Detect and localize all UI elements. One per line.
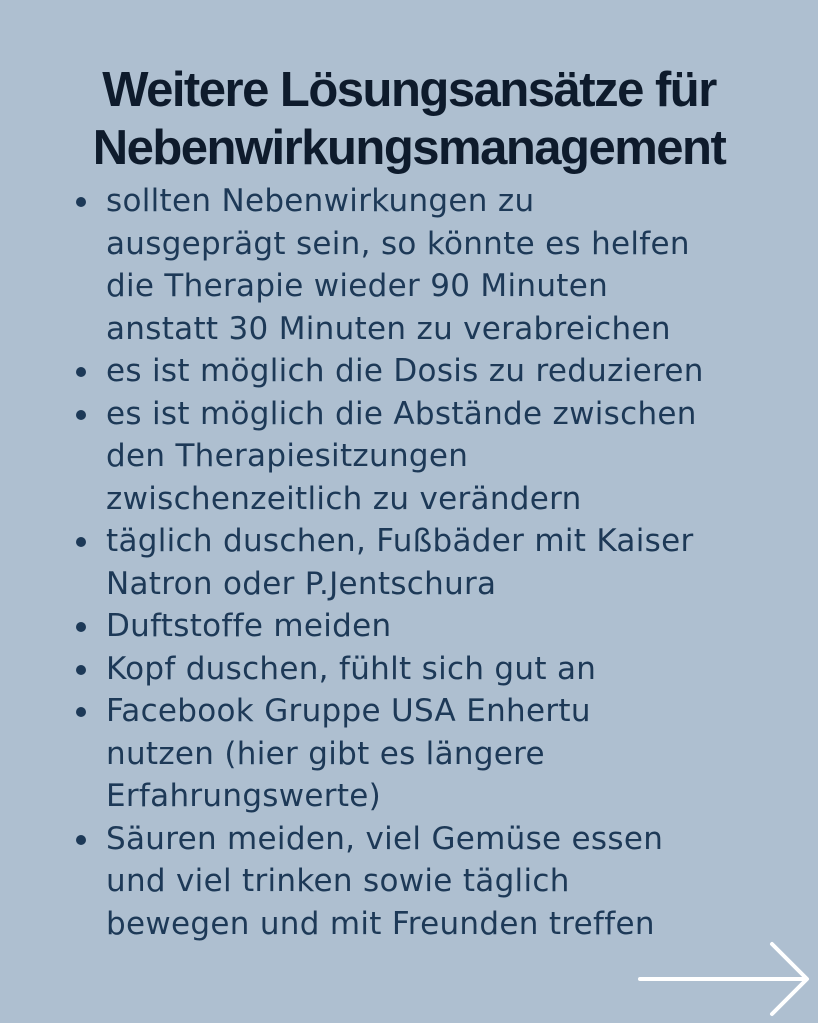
bullet-icon bbox=[76, 622, 86, 632]
list-item-text: Natron oder P.Jentschura bbox=[106, 565, 497, 602]
list-item-text: Duftstoffe meiden bbox=[106, 608, 392, 644]
list-item bbox=[76, 690, 776, 818]
title-line-1: Weitere Lösungsansätze für bbox=[102, 62, 716, 117]
tips-list bbox=[76, 180, 776, 945]
list-item-text: zwischenzeitlich zu verändern bbox=[106, 480, 582, 517]
list-item bbox=[76, 520, 776, 605]
list-item-text: es ist möglich die Abstände zwischen bbox=[106, 395, 697, 432]
bullet-icon bbox=[76, 665, 86, 675]
list-item-text: anstatt 30 Minuten zu verabreichen bbox=[106, 310, 671, 347]
list-item bbox=[76, 605, 776, 648]
list-item-text: es ist möglich die Dosis zu reduzieren bbox=[106, 353, 704, 389]
bullet-icon bbox=[76, 707, 86, 717]
list-item-text: Kopf duschen, fühlt sich gut an bbox=[106, 650, 597, 687]
bullet-icon bbox=[76, 197, 86, 207]
list-item-text: bewegen und mit Freunden treffen bbox=[106, 905, 655, 942]
list-item bbox=[76, 648, 776, 691]
list-item-text: nutzen (hier gibt es längere bbox=[106, 735, 545, 772]
list-item-text: täglich duschen, Fußbäder mit Kaiser bbox=[106, 523, 694, 559]
list-item-text: Erfahrungswerte) bbox=[106, 778, 382, 814]
list-item-text: ausgeprägt sein, so könnte es helfen bbox=[106, 225, 690, 262]
list-item-text: die Therapie wieder 90 Minuten bbox=[106, 268, 609, 304]
list-item-text: Säuren meiden, viel Gemüse essen bbox=[106, 820, 664, 857]
list-item-text: und viel trinken sowie täglich bbox=[106, 863, 570, 899]
arrow-right-icon bbox=[638, 940, 814, 1018]
list-item-text: sollten Nebenwirkungen zu bbox=[106, 183, 535, 219]
list-item-text: Facebook Gruppe USA Enhertu bbox=[106, 693, 591, 729]
next-arrow-button[interactable] bbox=[638, 940, 814, 1018]
title-line-2: Nebenwirkungsmanagement bbox=[92, 120, 726, 175]
list-item bbox=[76, 393, 776, 521]
bullet-icon bbox=[76, 410, 86, 420]
list-item bbox=[76, 350, 776, 393]
bullet-icon bbox=[76, 367, 86, 377]
list-item-text: den Therapiesitzungen bbox=[106, 438, 469, 474]
list-item bbox=[76, 180, 776, 350]
bullet-icon bbox=[76, 835, 86, 845]
page-title bbox=[0, 61, 818, 177]
bullet-icon bbox=[76, 537, 86, 547]
list-item bbox=[76, 818, 776, 946]
